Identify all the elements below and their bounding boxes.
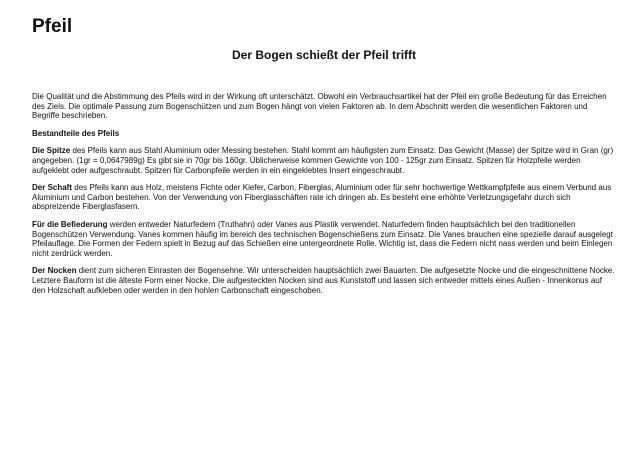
paragraph-text: des Pfeils kann aus Stahl Aluminium oder Messing bestehen. Stahl kommt am häufigsten zum Einsatz. Das Gewicht (Masse) der Spitze wird in Gran (gr) angegeben. (1gr = 0,0647989g) Es gibt sie in 70gr bis 160gr. Üblicherweise kommen Gewichte von 100 - 125gr zum Einsatz. Spitzen für Holzpfeile werden aufgeklebt oder aufgeschraubt. Spitzen für Carbonpfeile werden in ein eingeklebtes Insert eingeschraubt. xyxy=(32,146,614,175)
paragraph-lead: Der Nocken xyxy=(32,266,77,276)
paragraph-lead: Die Spitze xyxy=(32,146,71,156)
paragraph-befiederung xyxy=(32,220,616,258)
paragraph-text: des Pfeils kann aus Holz, meistens Fichte oder Kiefer, Carbon, Fiberglas, Aluminium oder für sehr hochwertige Wettkampfpfeile aus einem Verbund aus Aluminium und Carbon bestehen. Von der Verwendung von Fiberglasschäften rate ich dringen ab. Es besteht eine erhöhte Verletzungsgefahr durch sich abspreizende Fiberglasfasern. xyxy=(32,183,612,212)
paragraph-spitze xyxy=(32,146,616,175)
paragraph-text: werden entweder Naturfedern (Truthahn) oder Vanes aus Plastik verwendet. Naturfedern finden hauptsächlich bei den traditionellen Bogenschützen Verwendung. Vanes kommen häufig im bereich des technischen Bogenschießens zum Einsatz. Die Vanes brauchen eine spezielle darauf ausgelegt Pfeilauflage. Die Formen der Federn spielt in Bezug auf das Schießen eine untergeordnete Rolle. Wichtig ist, dass die Federn nicht nass werden und beim Einlegen nicht zerdrück werden. xyxy=(32,219,613,258)
article-body xyxy=(32,92,616,295)
paragraph-lead: Für die Befiederung xyxy=(32,219,108,229)
section-heading: Bestandteile des Pfeils xyxy=(32,128,120,138)
intro-paragraph: Die Qualität und die Abstimmung des Pfeils wird in der Wirkung oft unterschätzt. Obwohl ein Verbrauchsartikel hat der Pfeil ein große Bedeutung für das Erreichen des Ziels. Die optimale Passung zum Bogenschützen und zum Bogen hängt von vielen Faktoren ab. In dem Abschnitt werden die wesentlichen Faktoren und Begriffe beschrieben. xyxy=(32,92,607,121)
paragraph-text: dient zum sicheren Einrasten der Bogensehne. Wir unterscheiden hauptsächlich zwei Bauarten. Die aufgesetzte Nocke und die eingeschnittene Nocke. Letztere Bauform ist die älteste Form einer Nocke. Die aufgesteckten Nocken sind aus Kunststoff und lassen sich entweder mittels eines Außen - Innenkonus auf den Holzschaft aufkleben oder werden in den hohlen Carbonschaft eingeschoben. xyxy=(32,266,615,295)
paragraph-nocken xyxy=(32,266,616,295)
page-title: Pfeil xyxy=(32,16,73,37)
paragraph-schaft xyxy=(32,183,616,212)
page-subtitle: Der Bogen schießt der Pfeil trifft xyxy=(231,48,417,62)
paragraph-lead: Der Schaft xyxy=(32,183,73,193)
